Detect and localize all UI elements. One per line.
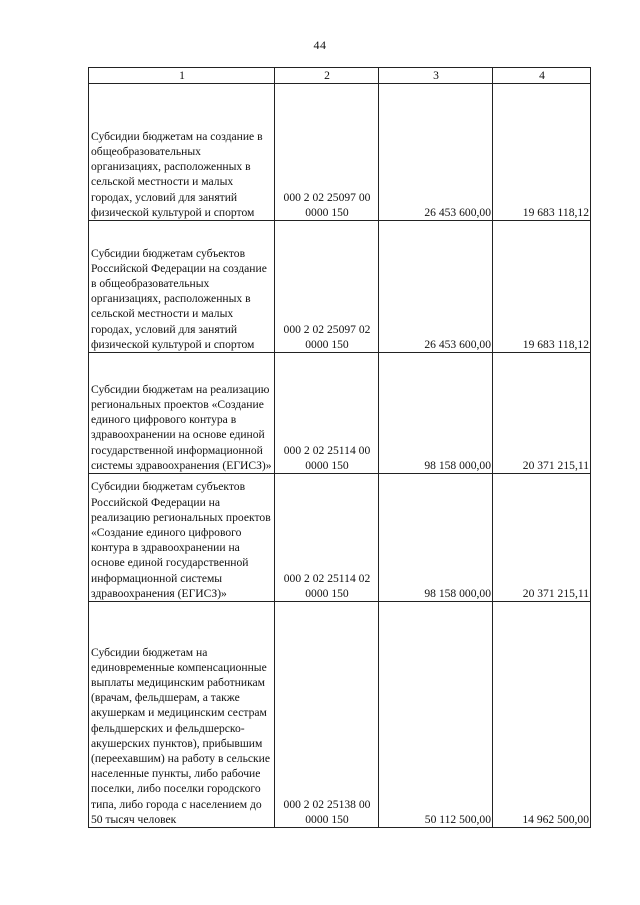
row-name: Субсидии бюджетам субъектов Российской Федерации на создание в общеобразовательных организациях, расположенных в сельской местности и малых городах, условий для занятий физической культурой и спортом [89, 221, 275, 353]
table-row [89, 353, 591, 474]
table-row [89, 221, 591, 353]
row-name: Субсидии бюджетам на единовременные компенсационные выплаты медицинским работникам (врачам, фельдшерам, а также акушеркам и медицинским сестрам фельдшерских и фельдшерско-акушерских пунктов), прибывшим (переехавшим) на работу в сельские населенные пункты, либо рабочие поселки, либо поселки городского типа, либо города с населением до 50 тысяч человек [89, 602, 275, 828]
column-header-3: 3 [379, 68, 493, 84]
row-name: Субсидии бюджетам на создание в общеобразовательных организациях, расположенных в сельской местности и малых городах, условий для занятий физической культурой и спортом [89, 84, 275, 221]
row-value-col3: 50 112 500,00 [379, 602, 493, 828]
row-value-col4: 19 683 118,12 [493, 84, 591, 221]
page-number: 44 [313, 38, 327, 52]
column-header-1: 1 [89, 68, 275, 84]
row-value-col3: 26 453 600,00 [379, 221, 493, 353]
row-value-col4: 14 962 500,00 [493, 602, 591, 828]
table-row [89, 602, 591, 828]
row-code: 000 2 02 25138 00 0000 150 [275, 602, 379, 828]
row-code: 000 2 02 25097 00 0000 150 [275, 84, 379, 221]
row-name: Субсидии бюджетам субъектов Российской Федерации на реализацию региональных проектов «Создание единого цифрового контура в здравоохранении на основе единой государственной информационной системы здравоохранения (ЕГИСЗ)» [89, 474, 275, 602]
row-value-col4: 20 371 215,11 [493, 353, 591, 474]
row-code: 000 2 02 25097 02 0000 150 [275, 221, 379, 353]
column-header-2: 2 [275, 68, 379, 84]
row-value-col3: 26 453 600,00 [379, 84, 493, 221]
row-value-col3: 98 158 000,00 [379, 353, 493, 474]
row-value-col3: 98 158 000,00 [379, 474, 493, 602]
row-code: 000 2 02 25114 00 0000 150 [275, 353, 379, 474]
row-name: Субсидии бюджетам на реализацию региональных проектов «Создание единого цифрового контура в здравоохранении на основе единой государственной информационной системы здравоохранения (ЕГИСЗ)» [89, 353, 275, 474]
table-row [89, 84, 591, 221]
budget-table [88, 67, 591, 828]
table-header-row [89, 68, 591, 84]
table-row [89, 474, 591, 602]
row-code: 000 2 02 25114 02 0000 150 [275, 474, 379, 602]
row-value-col4: 20 371 215,11 [493, 474, 591, 602]
column-header-4: 4 [493, 68, 591, 84]
row-value-col4: 19 683 118,12 [493, 221, 591, 353]
